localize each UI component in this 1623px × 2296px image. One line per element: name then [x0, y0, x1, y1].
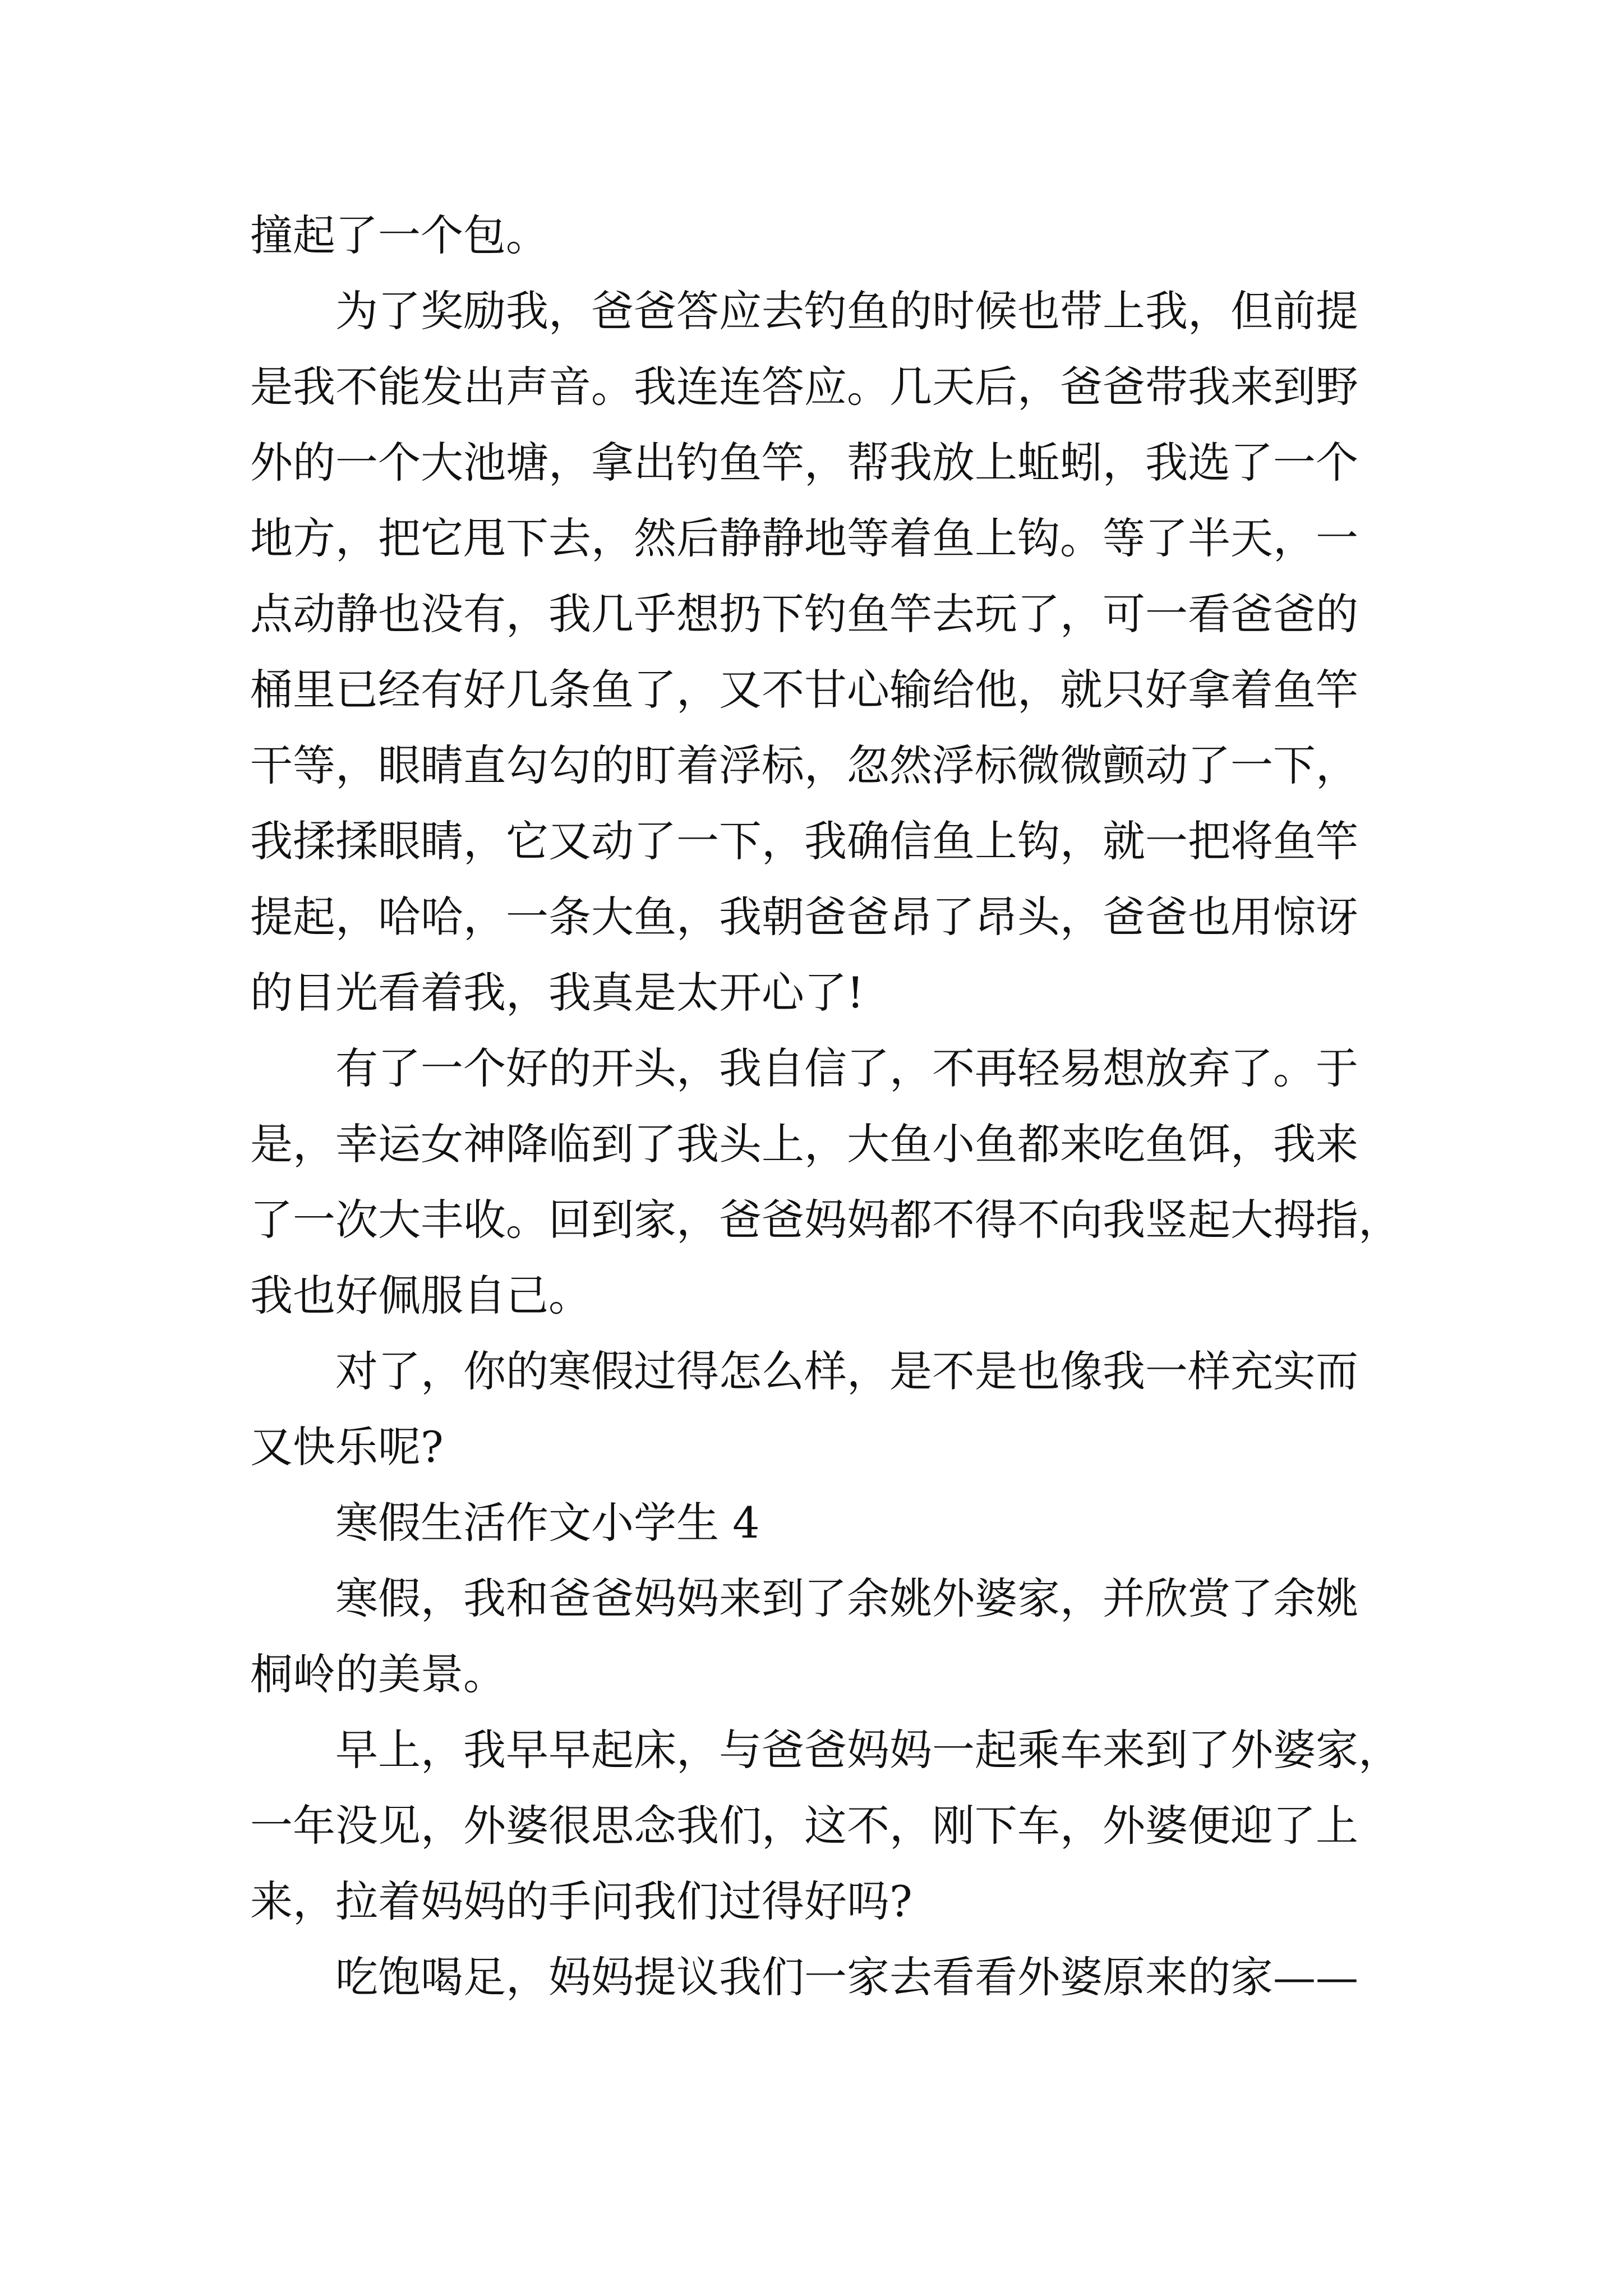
- text-line: 的目光看着我，我真是太开心了!: [250, 968, 864, 1018]
- text-line: 桶里已经有好几条鱼了，又不甘心输给他，就只好拿着鱼竿: [250, 665, 1358, 715]
- text-line: 外的一个大池塘，拿出钓鱼竿，帮我放上蚯蚓，我选了一个: [250, 438, 1358, 487]
- text-line: 地方，把它甩下去，然后静静地等着鱼上钩。等了半天，一: [250, 513, 1358, 563]
- paragraph-start-line: 早上，我早早起床，与爸爸妈妈一起乘车来到了外婆家，: [335, 1725, 1401, 1775]
- text-line: 我也好佩服自己。: [250, 1271, 591, 1320]
- text-line: 点动静也没有，我几乎想扔下钓鱼竿去玩了，可一看爸爸的: [250, 589, 1358, 639]
- text-line: 又快乐呢?: [250, 1422, 444, 1472]
- paragraph-start-line: 有了一个好的开头，我自信了，不再轻易想放弃了。于: [335, 1043, 1358, 1093]
- text-line: 来，拉着妈妈的手问我们过得好吗?: [250, 1876, 912, 1926]
- text-line: 是，幸运女神降临到了我头上，大鱼小鱼都来吃鱼饵，我来: [250, 1119, 1358, 1169]
- body-text: [250, 197, 1401, 2015]
- paragraph-start-line: 对了，你的寒假过得怎么样，是不是也像我一样充实而: [335, 1346, 1358, 1396]
- paragraph-start-line: 寒假，我和爸爸妈妈来到了余姚外婆家，并欣赏了余姚: [335, 1573, 1358, 1623]
- text-line: 桐岭的美景。: [250, 1649, 506, 1699]
- paragraph-start-line: 为了奖励我，爸爸答应去钓鱼的时候也带上我，但前提: [335, 286, 1358, 336]
- text-line: 是我不能发出声音。我连连答应。几天后，爸爸带我来到野: [250, 362, 1358, 412]
- paragraph-start-line: 吃饱喝足，妈妈提议我们一家去看看外婆原来的家——: [335, 1952, 1358, 2002]
- section-heading: 寒假生活作文小学生 4: [335, 1498, 760, 1548]
- text-line: 干等，眼睛直勾勾的盯着浮标，忽然浮标微微颤动了一下，: [250, 740, 1358, 790]
- text-line: 了一次大丰收。回到家，爸爸妈妈都不得不向我竖起大拇指，: [250, 1195, 1401, 1245]
- text-line: 提起，哈哈，一条大鱼，我朝爸爸昂了昂头，爸爸也用惊讶: [250, 892, 1358, 942]
- text-line: 一年没见，外婆很思念我们，这不，刚下车，外婆便迎了上: [250, 1801, 1358, 1851]
- text-line: 撞起了一个包。: [250, 210, 548, 260]
- text-line: 我揉揉眼睛，它又动了一下，我确信鱼上钩，就一把将鱼竿: [250, 816, 1358, 866]
